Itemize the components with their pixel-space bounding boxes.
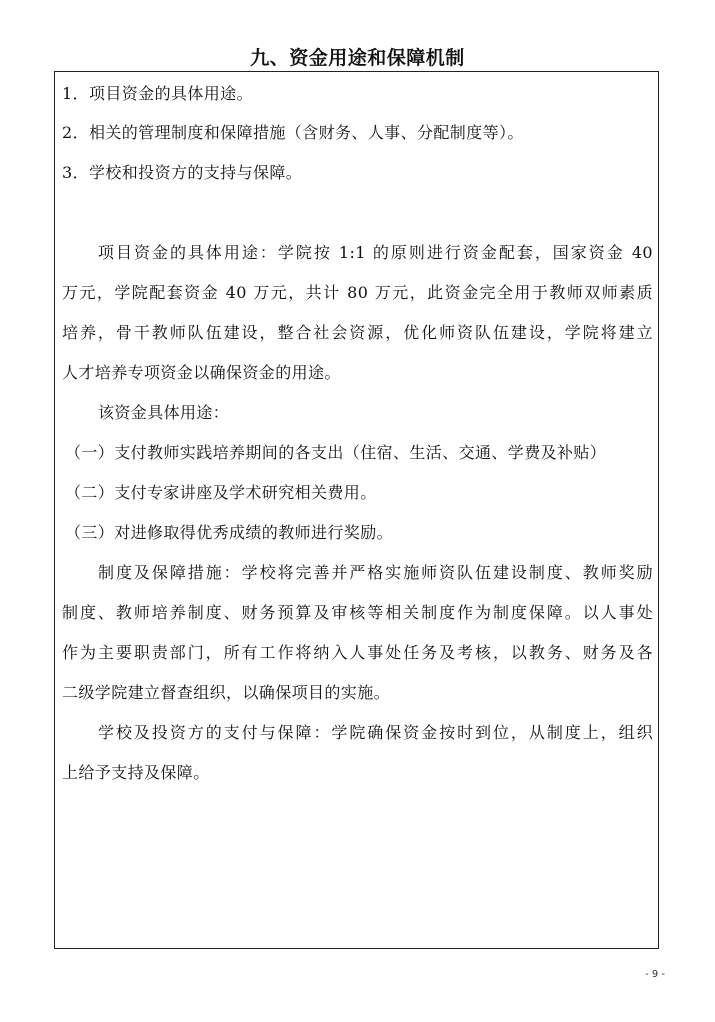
paragraph-line: 学校及投资方的支付与保障：学院确保资金按时到位，从制度上，组织 <box>98 723 653 742</box>
paragraph-line: 项目资金的具体用途：学院按 1:1 的原则进行资金配套，国家资金 40 <box>98 243 653 262</box>
paragraph-line: 该资金具体用途： <box>98 403 230 422</box>
list-item: （二）支付专家讲座及学术研究相关费用。 <box>65 483 377 502</box>
paragraph-line: 万元，学院配套资金 40 万元，共计 80 万元，此资金完全用于教师双师素质 <box>62 283 653 302</box>
requirement-item: 3．学校和投资方的支持与保障。 <box>62 163 303 182</box>
page-title: 九、资金用途和保障机制 <box>250 47 465 69</box>
paragraph-line: 培养，骨干教师队伍建设，整合社会资源，优化师资队伍建设，学院将建立 <box>62 323 653 342</box>
paragraph-line: 上给予支持及保障。 <box>62 763 210 782</box>
paragraph-line: 制度及保障措施：学校将完善并严格实施师资队伍建设制度、教师奖励 <box>98 563 653 582</box>
page-number: - 9 - <box>645 969 665 980</box>
requirement-item: 2．相关的管理制度和保障措施（含财务、人事、分配制度等）。 <box>62 123 524 142</box>
requirement-item: 1．项目资金的具体用途。 <box>62 84 253 103</box>
list-item: （三）对进修取得优秀成绩的教师进行奖励。 <box>65 523 394 542</box>
paragraph-line: 作为主要职责部门，所有工作将纳入人事处任务及考核，以教务、财务及各 <box>62 643 653 662</box>
paragraph-line: 二级学院建立督查组织，以确保项目的实施。 <box>62 683 391 702</box>
content-box <box>54 71 659 949</box>
paragraph-line: 人才培养专项资金以确保资金的用途。 <box>62 363 341 382</box>
paragraph-line: 制度、教师培养制度、财务预算及审核等相关制度作为制度保障。以人事处 <box>62 603 653 622</box>
list-item: （一）支付教师实践培养期间的各支出（住宿、生活、交通、学费及补贴） <box>65 443 607 462</box>
